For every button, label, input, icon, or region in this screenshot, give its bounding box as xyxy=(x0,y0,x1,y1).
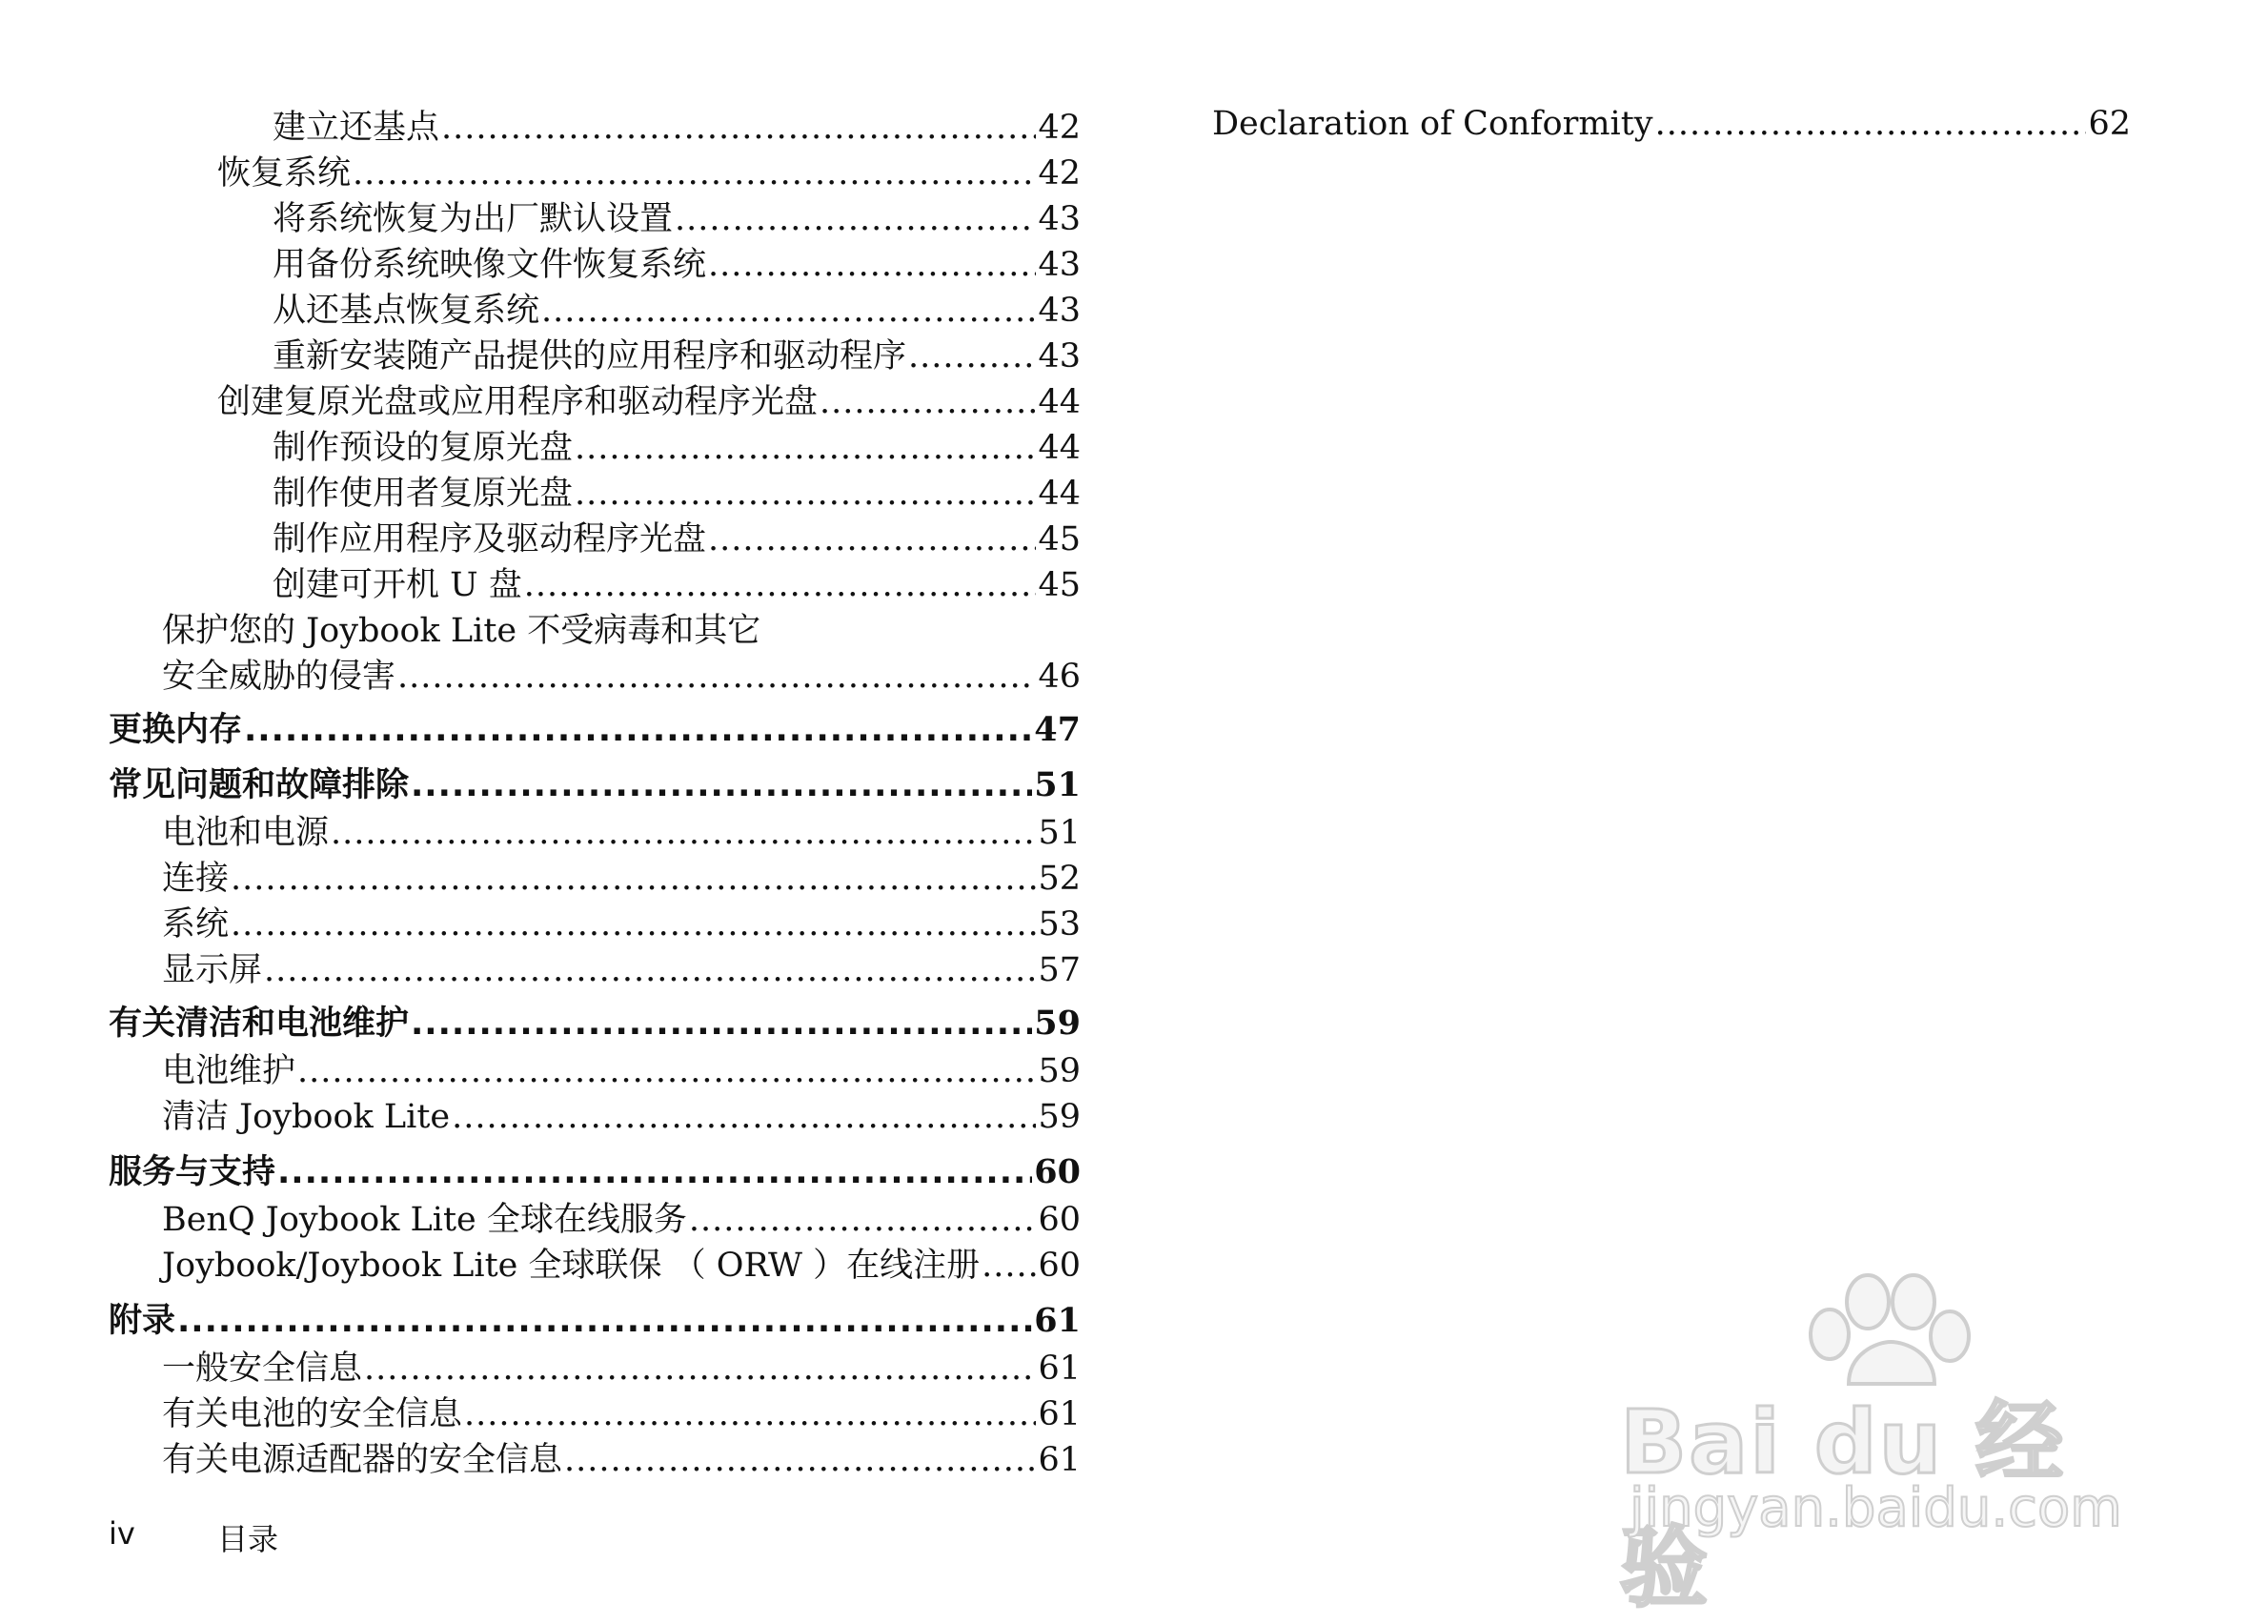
toc-dot-leader xyxy=(908,334,1036,379)
toc-dot-leader xyxy=(689,1197,1037,1243)
toc-entry[interactable] xyxy=(217,379,1081,425)
toc-entry[interactable] xyxy=(162,902,1081,947)
toc-dot-leader xyxy=(575,471,1036,517)
toc-entry[interactable] xyxy=(273,517,1081,562)
toc-entry[interactable] xyxy=(162,1048,1081,1094)
toc-entry-title: 创建可开机 U 盘 xyxy=(273,566,522,604)
toc-entry-title: 重新安装随产品提供的应用程序和驱动程序 xyxy=(273,337,907,376)
toc-entry[interactable] xyxy=(162,947,1081,993)
toc-entry-page-number: 59 xyxy=(1034,1004,1081,1043)
toc-entry-title: 系统 xyxy=(162,905,230,944)
toc-entry-title: 一般安全信息 xyxy=(162,1350,363,1388)
toc-entry-page-number: 43 xyxy=(1038,200,1081,238)
toc-entry-title: 有关电源适配器的安全信息 xyxy=(162,1441,563,1479)
toc-entry-page-number: 51 xyxy=(1034,765,1081,804)
toc-entry-title: 制作预设的复原光盘 xyxy=(273,429,574,467)
toc-entry-page-number: 44 xyxy=(1038,475,1081,513)
toc-entry-page-number: 52 xyxy=(1038,860,1081,898)
toc-entry-page-number: 42 xyxy=(1038,109,1081,147)
toc-entry-title: 清洁 Joybook Lite xyxy=(162,1098,451,1136)
toc-entry-page-number: 59 xyxy=(1038,1098,1081,1136)
toc-entry-title: 有关清洁和电池维护 xyxy=(109,1005,410,1043)
toc-entry[interactable] xyxy=(273,425,1081,471)
toc-entry-page-number: 45 xyxy=(1038,520,1081,558)
toc-entry-title: 连接 xyxy=(162,860,230,898)
baidu-jingyan-watermark xyxy=(1620,1268,2154,1619)
toc-entry-title: Declaration of Conformity xyxy=(1212,105,1653,143)
toc-right-column xyxy=(0,0,2268,286)
toc-entry-title: 用备份系统映像文件恢复系统 xyxy=(273,246,707,284)
toc-entry-title: BenQ Joybook Lite 全球在线服务 xyxy=(162,1201,687,1239)
toc-entry-page-number: 61 xyxy=(1038,1441,1081,1479)
watermark-url-text: jingyan.baidu.com xyxy=(1630,1477,2122,1539)
footer-page-number: iv xyxy=(109,1515,135,1552)
toc-entry[interactable] xyxy=(162,856,1081,902)
toc-entry-page-number: 61 xyxy=(1038,1395,1081,1433)
watermark-brand-text: Bai du 经验 xyxy=(1620,1391,2066,1619)
toc-entry[interactable] xyxy=(162,1346,1081,1391)
toc-entry[interactable] xyxy=(1212,101,2131,147)
toc-entry-title: 恢复系统 xyxy=(217,154,352,193)
toc-dot-leader xyxy=(982,1243,1036,1289)
toc-entry-title: 更换内存 xyxy=(109,711,243,749)
toc-entry-title: 制作应用程序及驱动程序光盘 xyxy=(273,520,707,558)
toc-dot-leader xyxy=(264,947,1036,993)
toc-entry[interactable] xyxy=(109,1001,1081,1046)
toc-dot-leader xyxy=(277,1149,1032,1195)
toc-entry-title: 附录 xyxy=(109,1302,176,1340)
toc-dot-leader xyxy=(177,1298,1032,1344)
toc-entry[interactable] xyxy=(162,1437,1081,1483)
toc-entry[interactable] xyxy=(162,1391,1081,1437)
toc-entry-page-number: 62 xyxy=(2088,105,2131,143)
toc-dot-leader xyxy=(820,379,1036,425)
toc-entry-page-number: 59 xyxy=(1038,1052,1081,1090)
toc-entry-page-number: 43 xyxy=(1038,337,1081,376)
toc-dot-leader xyxy=(331,810,1036,856)
toc-entry[interactable] xyxy=(109,762,1081,808)
toc-entry-title: 常见问题和故障排除 xyxy=(109,766,410,804)
toc-entry-page-number: 42 xyxy=(1038,154,1081,193)
toc-entry[interactable] xyxy=(162,608,1081,654)
toc-entry-page-number: 46 xyxy=(1038,658,1081,696)
toc-entry-page-number: 47 xyxy=(1034,710,1081,749)
toc-entry-page-number: 60 xyxy=(1038,1247,1081,1285)
toc-entry-title: 制作使用者复原光盘 xyxy=(273,475,574,513)
toc-entry[interactable] xyxy=(109,707,1081,753)
toc-entry-title: 从还基点恢复系统 xyxy=(273,292,540,330)
toc-dot-leader xyxy=(231,902,1036,947)
toc-entry[interactable] xyxy=(162,1197,1081,1243)
toc-entry-page-number: 44 xyxy=(1038,429,1081,467)
toc-dot-leader xyxy=(708,517,1036,562)
toc-entry-page-number: 45 xyxy=(1038,566,1081,604)
toc-entry-title: 将系统恢复为出厂默认设置 xyxy=(273,200,674,238)
toc-entry-title: 有关电池的安全信息 xyxy=(162,1395,463,1433)
toc-entry[interactable] xyxy=(162,810,1081,856)
toc-entry[interactable] xyxy=(109,1149,1081,1195)
toc-entry[interactable] xyxy=(273,288,1081,334)
toc-entry[interactable] xyxy=(273,471,1081,517)
toc-dot-leader xyxy=(397,654,1036,700)
toc-entry[interactable] xyxy=(162,654,1081,700)
toc-entry-title: 建立还基点 xyxy=(273,109,440,147)
toc-entry-page-number: 43 xyxy=(1038,292,1081,330)
toc-entry-page-number: 43 xyxy=(1038,246,1081,284)
toc-entry-title: 电池和电源 xyxy=(162,814,330,852)
toc-entry-page-number: 44 xyxy=(1038,383,1081,421)
toc-entry-title: 电池维护 xyxy=(162,1052,296,1090)
toc-entry-title: 服务与支持 xyxy=(109,1153,276,1191)
toc-dot-leader xyxy=(452,1094,1036,1140)
toc-dot-leader xyxy=(524,562,1037,608)
toc-entry-page-number: 61 xyxy=(1034,1301,1081,1340)
toc-entry-page-number: 57 xyxy=(1038,951,1081,989)
toc-entry[interactable] xyxy=(162,1243,1081,1289)
toc-entry-title: Joybook/Joybook Lite 全球联保 （ ORW ）在线注册 xyxy=(162,1247,981,1285)
toc-entry-title: 显示屏 xyxy=(162,951,263,989)
toc-dot-leader xyxy=(541,288,1036,334)
toc-entry-page-number: 60 xyxy=(1038,1201,1081,1239)
toc-entry-page-number: 53 xyxy=(1038,905,1081,944)
toc-dot-leader xyxy=(575,425,1036,471)
toc-entry[interactable] xyxy=(273,334,1081,379)
toc-dot-leader xyxy=(564,1437,1036,1483)
toc-dot-leader xyxy=(411,1001,1032,1046)
toc-entry-page-number: 60 xyxy=(1034,1152,1081,1191)
toc-entry-page-number: 61 xyxy=(1038,1350,1081,1388)
toc-dot-leader xyxy=(1655,101,2087,147)
toc-dot-leader xyxy=(297,1048,1036,1094)
toc-entry[interactable] xyxy=(273,562,1081,608)
toc-dot-leader xyxy=(411,762,1032,808)
toc-dot-leader xyxy=(464,1391,1036,1437)
toc-entry-page-number: 51 xyxy=(1038,814,1081,852)
toc-entry-title: 保护您的 Joybook Lite 不受病毒和其它 xyxy=(162,612,761,650)
toc-entry-title: 安全威胁的侵害 xyxy=(162,658,396,696)
toc-dot-leader xyxy=(244,707,1032,753)
footer-section-title: 目录 xyxy=(217,1521,279,1557)
toc-entry[interactable] xyxy=(162,1094,1081,1140)
toc-entry[interactable] xyxy=(109,1298,1081,1344)
toc-dot-leader xyxy=(364,1346,1036,1391)
toc-dot-leader xyxy=(231,856,1036,902)
toc-entry-title: 创建复原光盘或应用程序和驱动程序光盘 xyxy=(217,383,819,421)
